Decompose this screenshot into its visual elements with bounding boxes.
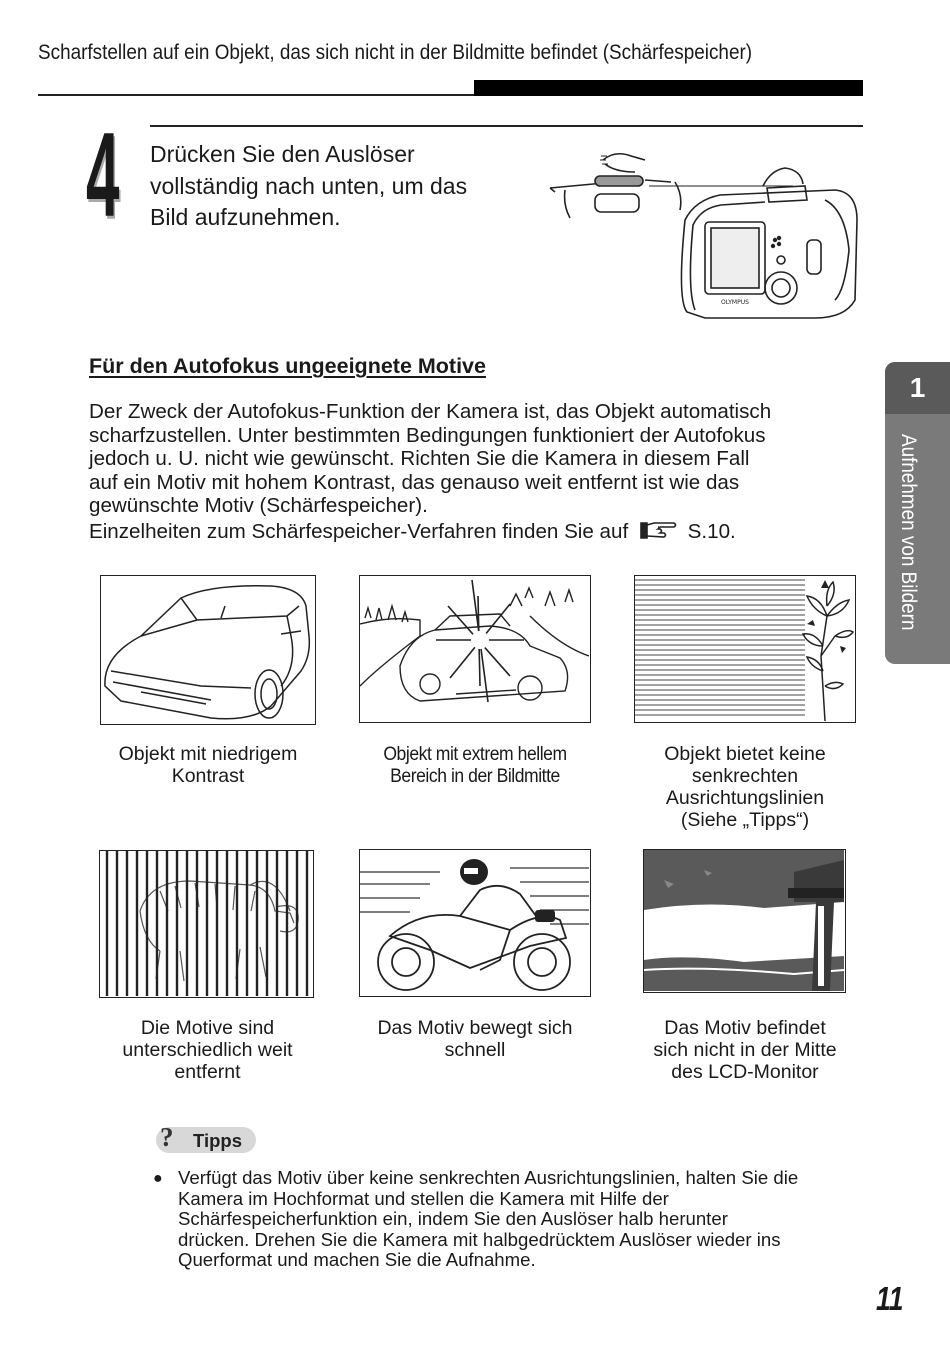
paragraph-line: gewünschte Motiv (Schärfespeicher). [89,494,428,517]
caption-line: senkrechten [691,765,799,787]
tip-line: Schärfespeicherfunktion ein, indem Sie den Auslöser halb herunter [178,1208,728,1229]
section-paragraph [89,400,879,518]
header-rule [38,94,474,96]
chapter-number: 1 [885,362,950,414]
caption-line: Das Motiv befindet [664,1017,826,1039]
svg-text:OLYMPUS: OLYMPUS [721,299,749,306]
caption-line: Kontrast [171,765,245,787]
hand-pointer-icon [638,519,678,541]
example-caption [630,743,860,831]
caption-line: Objekt mit extrem hellem [383,743,567,765]
car-illustration [101,576,314,723]
step-instruction [150,139,467,234]
motorcycle-illustration [360,850,589,995]
page-header-title: Scharfstellen auf ein Objekt, das sich nicht in der Bildmitte befindet (Schärfespeicher) [38,40,753,64]
tip-text [178,1168,868,1271]
blinds-illustration [635,576,854,721]
example-caption [98,743,318,787]
caption-line: unterschiedlich weit [122,1039,293,1061]
tip-line: drücken. Drehen Sie die Kamera mit halbgedrücktem Auslöser wieder ins [178,1228,781,1250]
reference-page: S.10. [687,520,736,543]
caption-line: Objekt bietet keine [664,743,826,765]
example-image-bright-area [359,575,591,723]
chapter-label: Aufnehmen von Bildern [897,434,920,631]
example-image-fast-motion [359,849,591,997]
question-mark-icon: ? [160,1122,174,1152]
section-title: Für den Autofokus ungeeignete Motive [89,354,486,378]
paragraph-line: scharfzustellen. Unter bestimmten Bedingungen funktioniert der Autofokus [89,423,766,447]
bright-car-illustration [360,576,589,721]
caption-line: schnell [444,1039,506,1061]
camera-shutter-illustration [545,150,865,320]
example-image-off-center [643,849,846,993]
example-caption [95,1017,320,1083]
step-line: Bild aufzunehmen. [150,204,341,230]
step-line: Drücken Sie den Auslöser [150,141,415,167]
page-number: 11 [876,1280,904,1317]
tip-bullet: ● [153,1170,163,1187]
caption-line: Ausrichtungslinien [665,787,825,809]
caption-line: Objekt mit niedrigem [118,743,298,765]
tiger-bars-illustration [100,851,312,996]
reference-text: Einzelheiten zum Schärfespeicher-Verfahren finden Sie auf [89,520,629,543]
caption-line: Die Motive sind [140,1017,275,1039]
tips-label: Tipps [193,1130,242,1151]
step-rule [150,125,863,127]
caption-line: Das Motiv bewegt sich [377,1017,573,1039]
example-image-low-contrast [100,575,316,725]
step-number: 4 [86,108,120,242]
caption-line: des LCD-Monitor [671,1061,819,1083]
page-reference [89,519,736,544]
header-black-bar [474,80,863,96]
step-line: vollständig nach unten, um das [150,172,468,199]
example-caption [630,1017,860,1083]
tip-line: Querformat und machen Sie die Aufnahme. [178,1249,536,1270]
caption-line: entfernt [174,1061,241,1083]
example-image-different-distances [99,850,314,998]
paragraph-line: Der Zweck der Autofokus-Funktion der Kamera ist, das Objekt automatisch [89,400,772,423]
example-caption [367,743,583,787]
paragraph-line: auf ein Motiv mit hohem Kontrast, das genauso weit entfernt ist wie das [89,470,740,494]
caption-line: Bereich in der Bildmitte [390,765,560,787]
off-center-scene-illustration [644,850,844,991]
example-image-no-vertical-lines [634,575,856,723]
caption-line: sich nicht in der Mitte [653,1039,837,1061]
example-caption [355,1017,595,1061]
caption-line: (Siehe „Tipps“) [680,809,810,831]
tip-line: Kamera im Hochformat und stellen die Kamera mit Hilfe der [178,1187,669,1209]
paragraph-line: jedoch u. U. nicht wie gewünscht. Richten Sie die Kamera in diesem Fall [89,447,750,470]
tip-line: Verfügt das Motiv über keine senkrechten Ausrichtungslinien, halten Sie die [178,1167,799,1188]
